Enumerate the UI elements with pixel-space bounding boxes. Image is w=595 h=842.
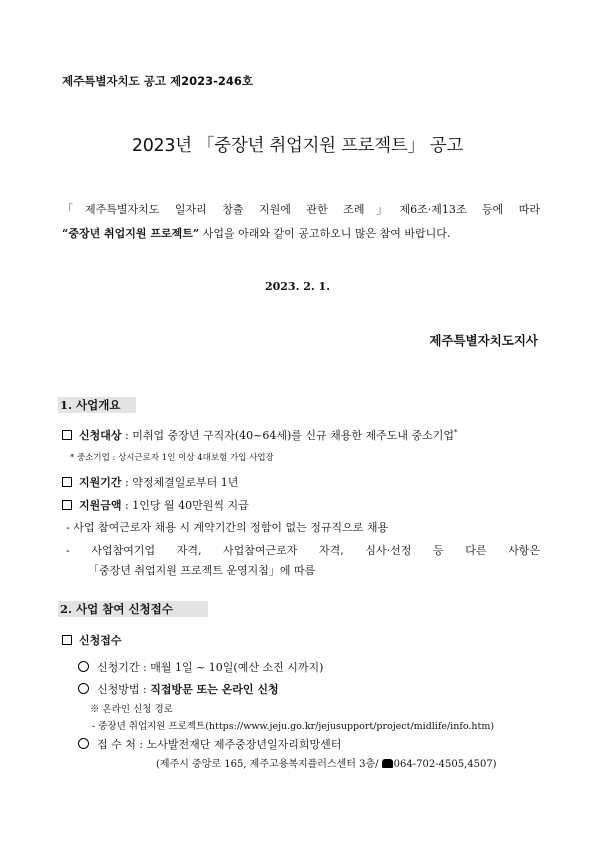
- checkbox-square-icon: [62, 430, 72, 440]
- phone-icon: [382, 759, 393, 768]
- amount-label: 지원금액: [79, 499, 122, 512]
- target-label: 신청대상: [79, 429, 122, 442]
- address-row: [156, 755, 497, 770]
- application-method-row: [78, 681, 279, 697]
- receipt-office-row: [78, 736, 341, 752]
- dash-item-2-line-1: - 사업참여기업 자격, 사업참여근로자 자격, 심사·선정 등 다른 사항은: [66, 544, 540, 557]
- target-note: * 중소기업 : 상시근로자 1인 이상 4대보험 가입 사업장: [70, 453, 274, 463]
- intro-line-1: 「제주특별자치도 일자리 창출 지원에 관한 조례」제6조·제13조 등에 따라: [62, 203, 540, 216]
- amount-text: : 1인당 월 40만원씩 지급: [121, 499, 249, 512]
- checkbox-square-icon: [62, 500, 72, 510]
- online-note: ※ 온라인 신청 경로: [90, 704, 173, 715]
- checkbox-square-icon: [62, 477, 72, 487]
- circle-bullet-icon: [78, 661, 89, 672]
- section-2-heading: 2. 사업 참여 신청접수: [58, 601, 208, 617]
- circle-bullet-icon: [78, 738, 89, 749]
- application-period-row: [78, 659, 323, 675]
- notice-date: 2023. 2. 1.: [264, 280, 331, 293]
- period-row: [62, 474, 238, 490]
- dash-item-2-line-2: 「중장년 취업지원 프로젝트 운영지침」에 따름: [88, 564, 316, 577]
- project-name: “중장년 취업지원 프로젝트”: [62, 227, 200, 240]
- notice-number: 제주특별자치도 공고 제2023-246호: [62, 74, 253, 88]
- application-period: 신청기간 : 매월 1일 ~ 10일(예산 소진 시까지): [97, 661, 324, 674]
- checkbox-square-icon: [62, 635, 72, 645]
- receipt-office: 접 수 처 : 노사발전재단 제주중장년일자리희망센터: [97, 738, 342, 751]
- circle-bullet-icon: [78, 683, 89, 694]
- receipt-subheading: [62, 632, 122, 648]
- period-text: : 약정체결일로부터 1년: [121, 476, 239, 489]
- target-footnote-mark: *: [454, 428, 458, 437]
- intro-line-2: [62, 225, 540, 241]
- document-title: 2023년 「중장년 취업지원 프로젝트」 공고: [131, 136, 464, 156]
- amount-row: [62, 497, 249, 513]
- period-label: 지원기간: [79, 476, 122, 489]
- address: (제주시 중앙로 165, 제주고용복지플러스센터 3층/: [156, 759, 382, 770]
- signer: 제주특별자치도지사: [429, 333, 538, 348]
- method-label: 신청방법 :: [97, 683, 151, 696]
- intro-line-2-rest: 사업을 아래와 같이 공고하오니 많은 참여 바랍니다.: [199, 227, 451, 240]
- dash-item-1: - 사업 참여근로자 채용 시 계약기간의 정함이 없는 정규직으로 채용: [66, 521, 389, 534]
- receipt-subheading-label: 신청접수: [79, 634, 122, 647]
- phone-number: 064-702-4505,4507): [393, 759, 497, 770]
- target-text: : 미취업 중장년 구직자(40~64세)를 신규 채용한 제주도내 중소기업: [121, 429, 455, 442]
- method-value: 직접방문 또는 온라인 신청: [150, 683, 279, 696]
- target-row: [62, 427, 458, 443]
- online-path-link[interactable]: - 중장년 취업지원 프로젝트(https://www.jeju.go.kr/jejusupport/project/midlife/info.htm): [92, 721, 495, 732]
- section-1-heading: 1. 사업개요: [58, 397, 136, 413]
